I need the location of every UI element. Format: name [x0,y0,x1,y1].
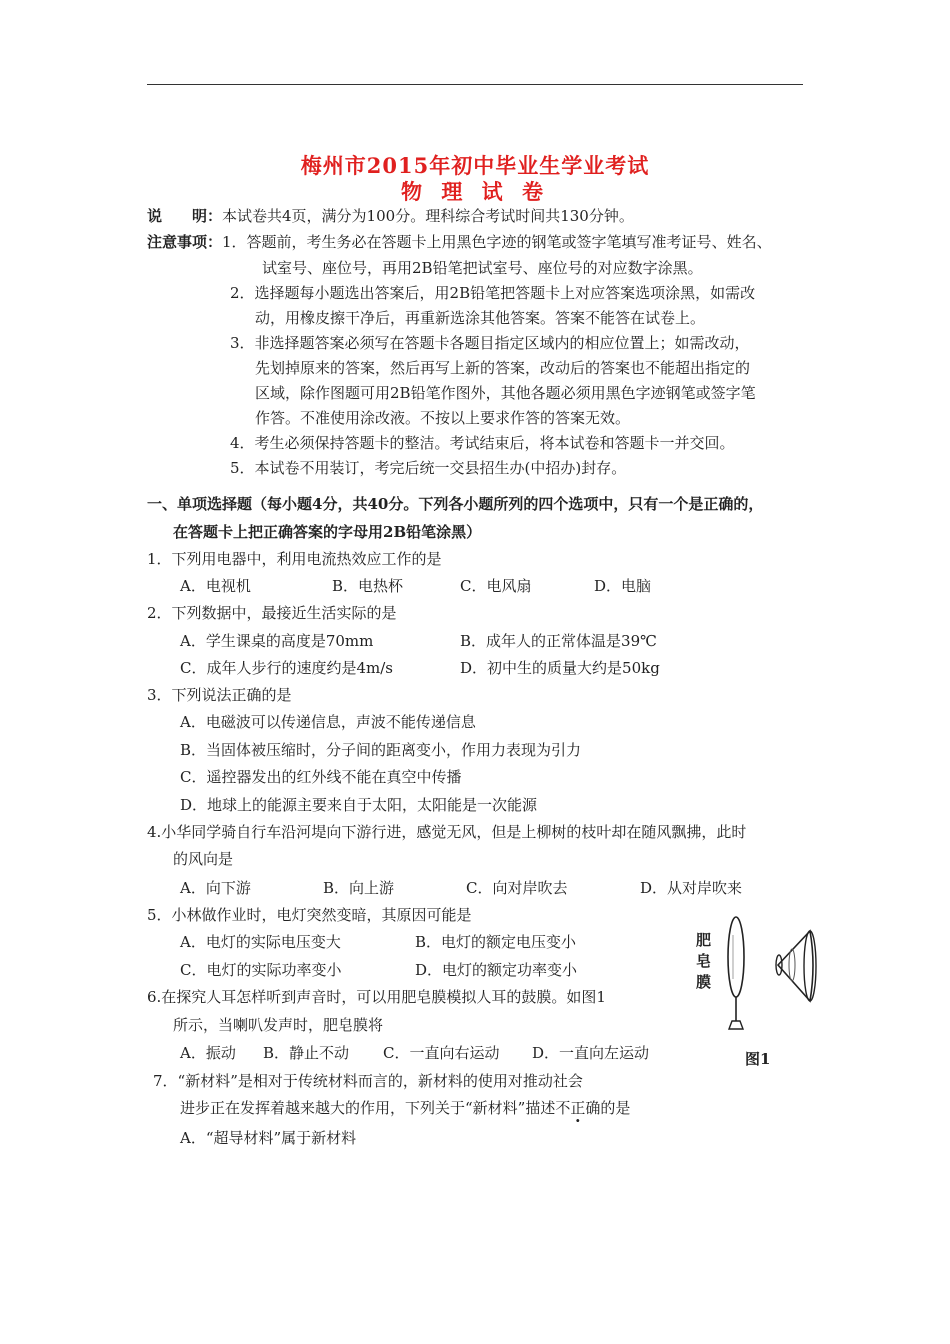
question-6-option-c: C．一直向右运动 [383,1044,500,1062]
question-7-stem-post: 的是 [600,1099,631,1117]
question-4-option-a: A．向下游 [180,879,251,897]
soap-film-ring [728,917,744,997]
question-1-stem: 1．下列用电器中，利用电流热效应工作的是 [147,550,442,568]
question-1-option-a: A．电视机 [180,577,251,595]
question-6-option-b: B．静止不动 [263,1044,350,1062]
question-3-option-c: C．遥控器发出的红外线不能在真空中传播 [180,768,462,786]
question-4-option-c: C．向对岸吹去 [466,879,568,897]
question-6-stem-cont: 所示，当喇叭发声时，肥皂膜将 [173,1016,384,1034]
section-heading-line-2: 在答题卡上把正确答案的字母用2B铅笔涂黑） [173,523,482,541]
question-6-option-a: A．振动 [180,1044,236,1062]
question-7-option-a: A．“超导材料”属于新材料 [180,1129,357,1147]
question-3-option-b: B．当固体被压缩时，分子间的距离变小，作用力表现为引力 [180,741,582,759]
question-5-option-b: B．电灯的额定电压变小 [415,933,577,951]
question-3-option-d: D．地球上的能源主要来自于太阳，太阳能是一次能源 [180,796,538,814]
note-item: 2．选择题每小题选出答案后，用2B铅笔把答题卡上对应答案选项涂黑，如需改 [230,284,756,302]
question-2-stem: 2．下列数据中，最接近生活实际的是 [147,604,397,622]
question-7-stem-cont [180,1098,630,1118]
question-2-option-b: B．成年人的正常体温是39℃ [460,632,657,650]
question-4-option-d: D．从对岸吹来 [640,879,743,897]
note-item: 5．本试卷不用装订，考完后统一交县招生办(中招办)封存。 [230,459,627,477]
note-item: 3．非选择题答案必须写在答题卡各题目指定区域内的相应位置上；如需改动， [230,334,750,352]
explain-label: 说 明： [147,207,223,225]
question-2-option-d: D．初中生的质量大约是50kg [460,659,660,677]
soap-film-label-char: 肥 [696,931,712,949]
figure-1-caption: 图1 [745,1050,771,1068]
soap-film-label-char: 膜 [696,973,712,991]
note-item: 1．答题前，考生务必在答题卡上用黑色字迹的钢笔或签字笔填写准考证号、姓名、 [222,233,772,251]
section-heading-line-1: 一、单项选择题（每小题4分，共40分。下列各小题所列的四个选项中，只有一个是正确的， [147,495,764,513]
attention-label: 注意事项： [147,233,223,251]
question-7-emphasis: 不正确 [555,1099,601,1117]
question-5-option-c: C．电灯的实际功率变小 [180,961,342,979]
question-5-stem: 5．小林做作业时，电灯突然变暗，其原因可能是 [147,906,472,924]
question-5-option-a: A．电灯的实际电压变大 [180,933,341,951]
question-1-option-c: C．电风扇 [460,577,532,595]
question-4-stem-cont: 的风向是 [173,850,234,868]
question-1-option-b: B．电热杯 [332,577,404,595]
question-4-stem: 4.小华同学骑自行车沿河堤向下游行进，感觉无风，但是上柳树的枝叶却在随风飘拂，此时 [147,823,747,841]
note-item: 试室号、座位号，再用2B铅笔把试室号、座位号的对应数字涂黑。 [262,259,703,277]
question-2-option-c: C．成年人步行的速度约是4m/s [180,659,393,677]
exam-title: 梅州市2015年初中毕业生学业考试 [300,153,650,178]
top-rule [147,84,803,85]
note-item: 动，用橡皮擦干净后，再重新选涂其他答案。答案不能答在试卷上。 [255,309,706,327]
explain-line [147,206,634,226]
soap-film-label-char: 皂 [696,952,712,970]
question-2-option-a: A．学生课桌的高度是70mm [180,632,374,650]
question-4-option-b: B．向上游 [323,879,395,897]
question-7-stem: 7．“新材料”是相对于传统材料而言的，新材料的使用对推动社会 [153,1072,583,1090]
note-item: 区域，除作图题可用2B铅笔作图外，其他各题必须用黑色字迹钢笔或签字笔 [255,384,756,402]
question-1-option-d: D．电脑 [594,577,652,595]
note-item: 作答。不准使用涂改液。不按以上要求作答的答案无效。 [255,409,631,427]
note-item: 先划掉原来的答案，然后再写上新的答案，改动后的答案也不能超出指定的 [255,359,751,377]
figure-1-soap-film-speaker [692,905,822,1045]
question-6-option-d: D．一直向左运动 [532,1044,650,1062]
note-item: 4．考生必须保持答题卡的整洁。考试结束后，将本试卷和答题卡一并交回。 [230,434,735,452]
speaker-cone [778,931,813,1001]
question-6-stem: 6.在探究人耳怎样听到声音时，可以用肥皂膜模拟人耳的鼓膜。如图1 [147,988,606,1006]
speaker-rim [804,931,816,1001]
attention-line-1 [147,232,772,252]
film-stand-base [729,1021,743,1029]
question-3-stem: 3．下列说法正确的是 [147,686,292,704]
question-3-option-a: A．电磁波可以传递信息，声波不能传递信息 [180,713,476,731]
question-7-stem-pre: 进步正在发挥着越来越大的作用，下列关于“新材料”描述 [180,1099,556,1117]
question-5-option-d: D．电灯的额定功率变小 [415,961,578,979]
speaker-inner-ring [789,949,795,981]
explain-text: 本试卷共4页，满分为100分。理科综合考试时间共130分钟。 [222,207,634,225]
exam-subtitle: 物 理 试 卷 [401,179,549,204]
